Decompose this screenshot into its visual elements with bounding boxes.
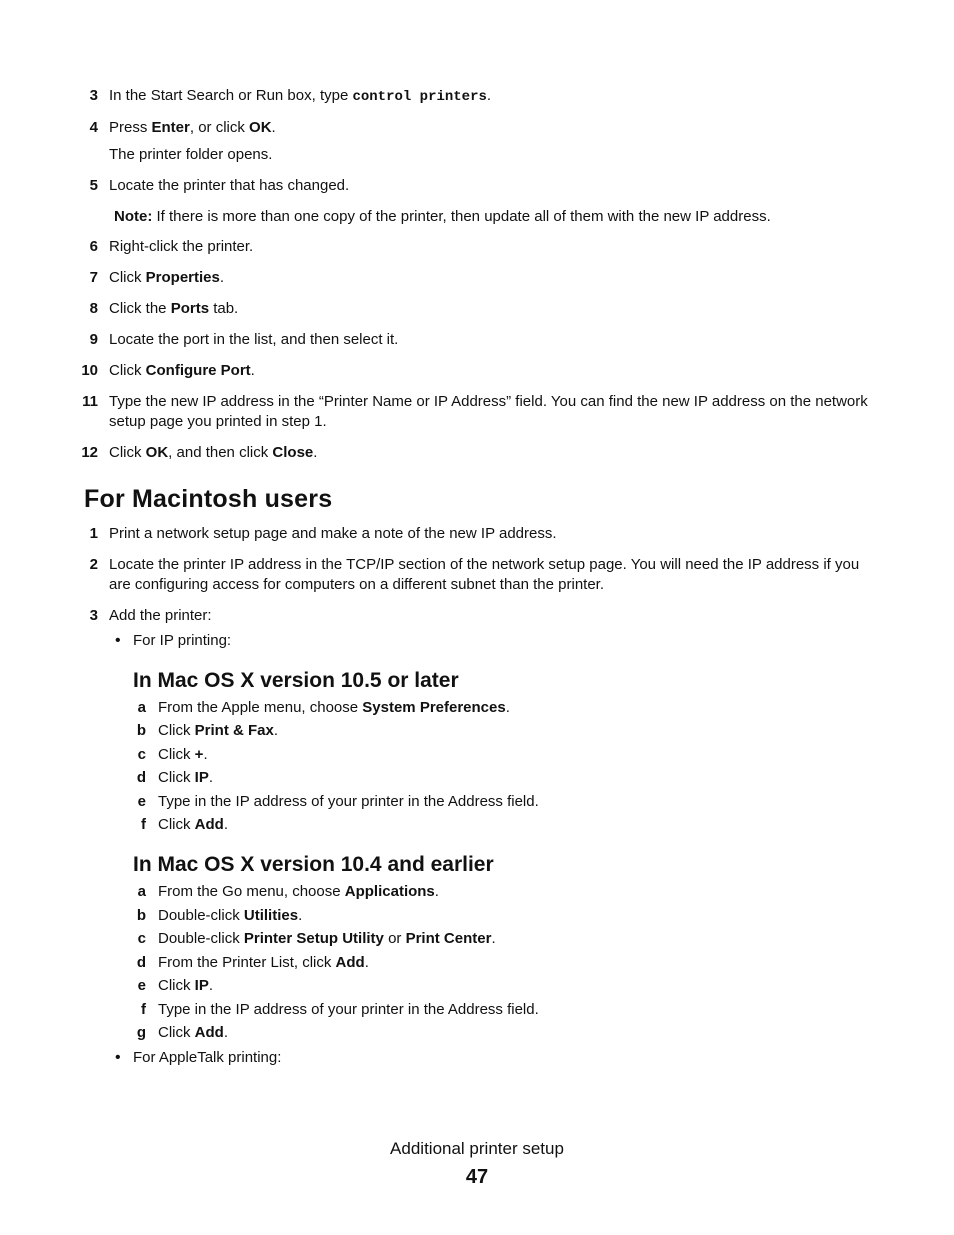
step-number: 10 xyxy=(81,362,98,379)
step-letter: a xyxy=(137,883,146,900)
result-text: The printer folder opens. xyxy=(109,146,273,163)
step-text: Click Add. xyxy=(158,1024,229,1041)
step-letter: e xyxy=(137,977,146,994)
step-letter: c xyxy=(137,930,146,947)
step-text: Print a network setup page and make a note of the new IP address. xyxy=(109,525,557,542)
page-number: 47 xyxy=(465,1166,489,1188)
step-number: 4 xyxy=(89,119,98,136)
bullet-icon: • xyxy=(115,632,121,649)
step-text: From the Printer List, click Add. xyxy=(158,954,369,971)
step-text: Add the printer: xyxy=(109,607,212,624)
step-text: Right-click the printer. xyxy=(109,238,254,255)
subsection-title-10-5: In Mac OS X version 10.5 or later xyxy=(133,669,459,692)
step-text: Click IP. xyxy=(158,769,214,786)
step-text: From the Apple menu, choose System Preferences. xyxy=(158,699,510,716)
step-text: Type in the IP address of your printer in the Address field. xyxy=(158,1001,539,1018)
step-letter: d xyxy=(136,769,146,786)
step-letter: f xyxy=(141,1001,146,1018)
bullet-text: For IP printing: xyxy=(133,632,232,649)
step-letter: a xyxy=(137,699,146,716)
step-number: 1 xyxy=(89,525,98,542)
step-text: In the Start Search or Run box, type control printers. xyxy=(109,87,492,105)
step-letter: c xyxy=(137,746,146,763)
step-text: Double-click Printer Setup Utility or Print Center. xyxy=(158,930,496,947)
step-text: Click Properties. xyxy=(109,269,225,286)
step-letter: d xyxy=(136,954,146,971)
step-letter: b xyxy=(136,722,146,739)
bullet-text: For AppleTalk printing: xyxy=(133,1049,282,1066)
step-text: Click Print & Fax. xyxy=(158,722,279,739)
step-text: Locate the printer that has changed. xyxy=(109,177,350,194)
step-text: Click the Ports tab. xyxy=(109,300,239,317)
step-number: 8 xyxy=(89,300,98,317)
note-label: Note: xyxy=(114,208,153,225)
plus-icon: + xyxy=(194,746,204,763)
step-text: Type the new IP address in the “Printer Name or IP Address” field. You can find the new IP address on the network setup page you printed in step 1. xyxy=(109,393,868,430)
bullet-icon: • xyxy=(115,1049,121,1066)
step-text: Locate the printer IP address in the TCP/IP section of the network setup page. You will need the IP address if you are configuring access for computers on a different subnet than the printer. xyxy=(109,556,860,593)
subsection-title-10-4: In Mac OS X version 10.4 and earlier xyxy=(133,853,494,876)
step-number: 11 xyxy=(82,393,98,410)
step-letter: f xyxy=(141,816,146,833)
step-text: Press Enter, or click OK. xyxy=(109,119,276,136)
step-number: 3 xyxy=(89,607,98,624)
step-number: 3 xyxy=(89,87,98,104)
step-text: Click +. xyxy=(158,746,208,763)
step-text: Type in the IP address of your printer in the Address field. xyxy=(158,793,539,810)
step-text: Double-click Utilities. xyxy=(158,907,303,924)
step-letter: b xyxy=(136,907,146,924)
step-number: 5 xyxy=(89,177,98,194)
command-text: control printers xyxy=(352,89,487,105)
step-number: 9 xyxy=(89,331,98,348)
step-number: 7 xyxy=(89,269,98,286)
step-text: From the Go menu, choose Applications. xyxy=(158,883,439,900)
step-letter: e xyxy=(137,793,146,810)
step-number: 6 xyxy=(89,238,98,255)
step-text: Click Add. xyxy=(158,816,229,833)
footer-title: Additional printer setup xyxy=(390,1139,564,1158)
note-text: Note: If there is more than one copy of the printer, then update all of them with the new IP address. xyxy=(114,208,771,225)
step-number: 12 xyxy=(81,444,98,461)
step-text: Locate the port in the list, and then select it. xyxy=(109,331,399,348)
step-text: Click IP. xyxy=(158,977,214,994)
section-title: For Macintosh users xyxy=(84,485,333,513)
step-text: Click Configure Port. xyxy=(109,362,255,379)
step-text: Click OK, and then click Close. xyxy=(109,444,318,461)
step-number: 2 xyxy=(89,556,98,573)
step-letter: g xyxy=(136,1024,146,1041)
